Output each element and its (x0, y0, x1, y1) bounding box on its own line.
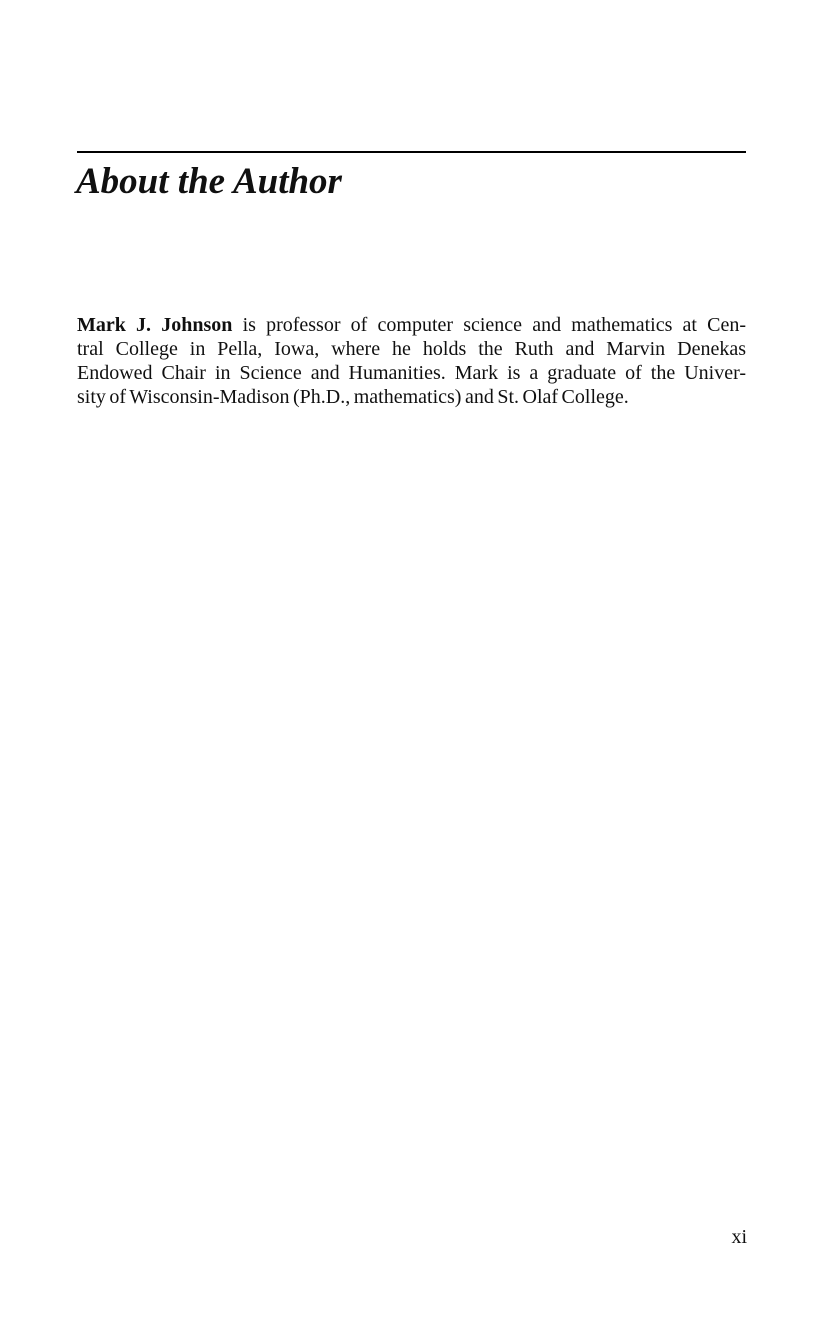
bio-line-1-text: is professor of computer science and mathematics at Cen- (232, 314, 747, 336)
bio-line-2: tral College in Pella, Iowa, where he holds the Ruth and Marvin Denekas (77, 338, 746, 360)
chapter-title: About the Author (76, 161, 342, 202)
bio-line-1 (77, 313, 746, 337)
author-name: Mark J. Johnson (77, 314, 233, 336)
bio-line-4: sity of Wisconsin-Madison (Ph.D., mathematics) and St. Olaf College. (77, 386, 629, 408)
chapter-title-rule (77, 151, 746, 153)
page-number: xi (731, 1226, 747, 1248)
bio-line-3: Endowed Chair in Science and Humanities. Mark is a graduate of the Univer- (77, 362, 746, 384)
author-bio-paragraph (77, 313, 746, 409)
